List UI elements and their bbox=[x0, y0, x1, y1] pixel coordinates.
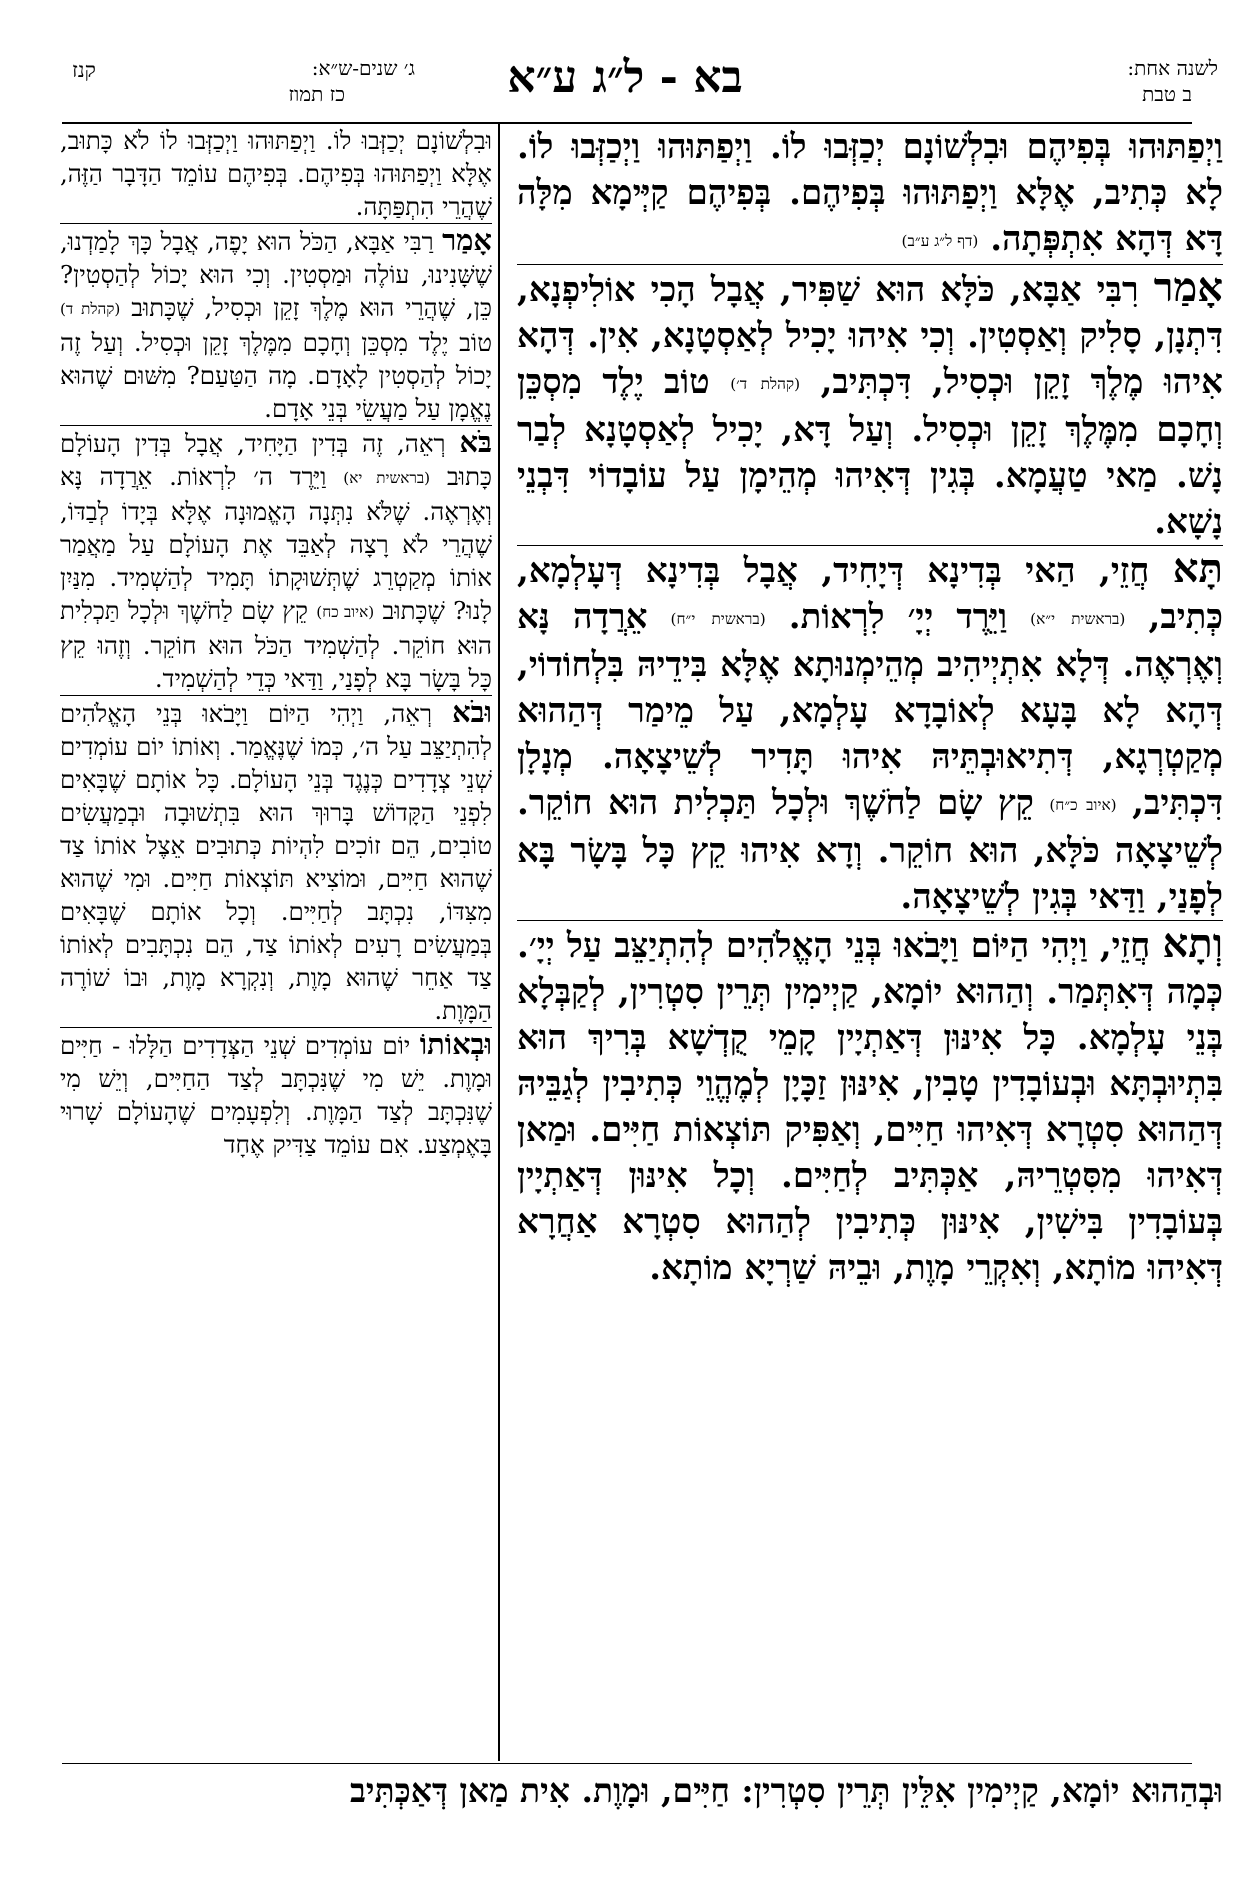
paragraph-lead-word: אָמַר bbox=[1153, 264, 1223, 311]
verse-reference: (בראשית י״ח) bbox=[670, 610, 766, 628]
aramaic-paragraph-2 bbox=[517, 264, 1223, 545]
aramaic-text-4a: חֲזֵי, וַיְהִי הַיּוֹם וַיָּבֹאוּ בְּנֵי הָאֱלֹהִים לְהִתְיַצֵּב עַל יְיָ׳. כְּמָה דְּאִתְּמַר. וְהַהוּא יוֹמָא, קַיְימִין תְּרֵין סִטְרִין, לְקַבְּלָא בְּנֵי עָלְמָא. כָּל אִינּוּן דְּאַתְיָין קָמֵי קֻדְשָׁא בְּרִיךְ הוּא בִּתְיוּבְתָּא וּבְעוֹבָדִין טָבִין, אִינּוּן זַכָּיָן לְמֶהֱוֵי כְּתִיבִין לְגַבֵּיהּ דְּהַהוּא סִטְרָא דְּאִיהוּ חַיִּים, וְאַפִּיק תּוֹצְאוֹת חַיִּים. וּמַאן דְּאִיהוּ מִסִּטְרֵיהּ, אַכְּתִּיב לְחַיִּים. וְכָל אִינּוּן דְּאַתְיָין בְּעוֹבָדִין בִּישִׁין, אִינּוּן כְּתִיבִין לְהַהוּא סִטְרָא אַחֲרָא דְּאִיהוּ מוֹתָא, וְאִקְרֵי מָוֶת, וּבֵיהּ שַׁרְיָא מוֹתָא. bbox=[517, 926, 1223, 1288]
schedule-three-years: ג׳ שנים-ש״א: bbox=[311, 56, 415, 80]
daf-reference: (דף ל״ג ע״ב) bbox=[901, 232, 979, 250]
aramaic-column bbox=[517, 124, 1223, 1291]
hebrew-text-3b: וַיֵּרֶד ה׳ לִרְאוֹת. אֵרֲדָה נָּא וְאֶרְאֶה. שֶׁלֹּא נִתְּנָה הָאֱמוּנָה אֶלָּא בְּיָדוֹ לְבַדּוֹ, שֶׁהֲרֵי לֹא רָצָה לְאַבֵּד אֶת הָעוֹלָם עַל מַאֲמַר אוֹתוֹ מְקַטְרֵג שֶׁתְּשׁוּקָתוֹ תָּמִיד לְהַשְׁמִיד. מִנַּיִן לָנוּ? שֶׁכָּתוּב bbox=[60, 462, 492, 625]
paragraph-lead-word: בֹּא bbox=[459, 425, 492, 459]
verse-reference: (איוב כח) bbox=[316, 603, 375, 621]
header-right bbox=[958, 55, 1218, 125]
hebrew-paragraph-4 bbox=[60, 695, 492, 1027]
hebrew-text-3c: קֵץ שָׂם לַחֹשֶׁךְ וּלְכָל תַּכְלִית הוּא חוֹקֵר. לְהַשְׁמִיד הַכֹּל הוּא חוֹקֵר. וְזֶהוּ קֵץ כָּל בָּשָׂר בָּא לְפָנַי, וַדַּאי כְּדֵי לְהַשְׁמִיד. bbox=[60, 596, 492, 693]
hebrew-paragraph-1 bbox=[60, 124, 492, 223]
aramaic-paragraph-1 bbox=[517, 124, 1223, 264]
paragraph-lead-word: וְתָא bbox=[1162, 920, 1223, 967]
aramaic-text-2b: טוֹב יֶלֶד מִסְכֵּן וְחָכָם מִמֶּלֶךְ זָקֵן וּכְסִיל. וְעַל דָּא, יָכִיל לְאַסְטָנָא לְבַר נָשׁ. מַאי טַעֲמָא. בְּגִין דְּאִיהוּ מְהֵימָן עַל עוֹבָדוֹי דִּבְנֵי נָשָׁא. bbox=[517, 362, 1223, 542]
schedule-three-years-date: כז תמוז bbox=[288, 82, 345, 106]
hebrew-paragraph-5 bbox=[60, 1027, 492, 1161]
hebrew-text-4a: רְאֵה, וַיְהִי הַיּוֹם וַיָּבֹאוּ בְּנֵי הָאֱלֹהִים לְהִתְיַצֵּב עַל ה׳, כְּמוֹ שֶׁנֶּאֱמַר. וְאוֹתוֹ יוֹם עוֹמְדִים שְׁנֵי צְדָדִים כְּנֶגֶד בְּנֵי הָעוֹלָם. כָּל אוֹתָם שֶׁבָּאִים לִפְנֵי הַקָּדוֹשׁ בָּרוּךְ הוּא בִּתְשׁוּבָה וּבְמַעֲשִׂים טוֹבִים, הֵם זוֹכִים לִהְיוֹת כְּתוּבִים אֵצֶל אוֹתוֹ צַד שֶׁהוּא חַיִּים, וּמוֹצִיא תּוֹצְאוֹת חַיִּים. וּמִי שֶׁהוּא מִצִּדּוֹ, נִכְתָּב לְחַיִּים. וְכָל אוֹתָם שֶׁבָּאִים בְּמַעֲשִׂים רָעִים לְאוֹתוֹ צַד, הֵם נִכְתָּבִים לְאוֹתוֹ צַד אַחֵר שֶׁהוּא מָוֶת, וְנִקְרָא מָוֶת, וּבוֹ שׁוֹרֶה הַמָּוֶת. bbox=[60, 699, 492, 1025]
page-number: קנז bbox=[72, 58, 96, 82]
column-divider bbox=[498, 124, 500, 1761]
hebrew-column bbox=[60, 124, 492, 1161]
paragraph-lead-word: אָמַר bbox=[442, 223, 492, 257]
verse-reference: (בראשית י״א) bbox=[1030, 610, 1126, 628]
hebrew-text-1: וּבִלְשׁוֹנָם יְכַזְּבוּ לוֹ. וַיְפַתּוּהוּ וַיְכַזְּבוּ לוֹ לֹא כָּתוּב, אֶלָּא וַיְפַתּוּהוּ בְּפִיהֶם. בְּפִיהֶם עוֹמֵד הַדָּבָר הַזֶּה, שֶׁהֲרֵי הִתְפַּתָּה. bbox=[60, 126, 492, 221]
header-left bbox=[145, 55, 415, 125]
verse-reference: (בראשית יא) bbox=[343, 469, 431, 487]
schedule-one-year: לשנה אחת: bbox=[1127, 56, 1218, 80]
hebrew-text-2b: טוֹב יֶלֶד מִסְכֵּן וְחָכָם מִמֶּלֶךְ זָקֵן וּכְסִיל. וְעַל זֶה יָכוֹל לְהַסְטִין לָאָדָם. מָה הַטַּעַם? מִשּׁוּם שֶׁהוּא נֶאֱמָן עַל מַעֲשֵׂי בְּנֵי אָדָם. bbox=[60, 328, 492, 423]
hebrew-text-2a: רַבִּי אַבָּא, הַכֹּל הוּא יָפֶה, אֲבָל כָּךְ לָמַדְנוּ, שֶׁשָּׁנִינוּ, עוֹלֶה וּמַסְטִין. וְכִי הוּא יָכוֹל לְהַסְטִין? כֵּן, שֶׁהֲרֵי הוּא מֶלֶךְ זָקֵן וּכְסִיל, שֶׁכָּתוּב bbox=[60, 227, 492, 322]
paragraph-lead-word: וּבְאוֹתוֹ bbox=[419, 1027, 492, 1061]
aramaic-text-2a: רִבִּי אַבָּא, כֹּלָּא הוּא שַׁפִּיר, אֲבָל הָכִי אוֹלִיפְנָא, דִּתְנָן, סָלִיק וְאַסְטִין. וְכִי אִיהוּ יָכִיל לְאַסְטָנָא, אִין. דְּהָא אִיהוּ מֶלֶךְ זָקֵן וּכְסִיל, דִּכְתִּיב, bbox=[517, 270, 1223, 402]
continuation-line: וּבְהַהוּא יוֹמָא, קַיְימִין אִלֵּין תְּרֵין סִטְרִין: חַיִּים, וּמָוֶת. אִית מַאן דְּאַכְּתִּיב bbox=[350, 1771, 1223, 1810]
paragraph-lead-word: וּבֹא bbox=[452, 695, 492, 729]
aramaic-text-3c: אֵרֲדָה נָּא וְאֶרְאֶה. דְּלָא אִתְיְיהִיב מְהֵימְנוּתָא אֶלָּא בִּידֵיהּ בִּלְחוֹדוֹי, דְּהָא לָא בָּעָא לְאוֹבָדָא עָלְמָא, עַל מֵימַר דְּהַהוּא מְקַטְרְגָא, דְּתִיאוּבְתֵּיהּ אִיהוּ תָּדִיר לְשֵׁיצָאָה. מְנָלָן דִּכְתִּיב, bbox=[517, 597, 1224, 823]
hebrew-text-5a: יוֹם עוֹמְדִים שְׁנֵי הַצְּדָדִים הַלָּלוּ - חַיִּים וּמָוֶת. יֵשׁ מִי שֶׁנִּכְתָּב לְצַד הַחַיִּים, וְיֵשׁ מִי שֶׁנִּכְתָּב לְצַד הַמָּוֶת. וְלִפְעָמִים שֶׁהָעוֹלָם שָׁרוּי בָּאֶמְצַע. אִם עוֹמֵד צַדִּיק אֶחָד bbox=[60, 1031, 492, 1159]
verse-reference: (קהלת ד׳) bbox=[730, 375, 801, 393]
aramaic-paragraph-3 bbox=[517, 545, 1223, 920]
hebrew-paragraph-3 bbox=[60, 425, 492, 695]
verse-reference: (קהלת ד) bbox=[60, 300, 121, 318]
hebrew-paragraph-2 bbox=[60, 223, 492, 425]
aramaic-paragraph-4 bbox=[517, 920, 1223, 1291]
aramaic-text-3b: וַיֵּרֶד יְיָ׳ לִרְאוֹת. bbox=[765, 597, 1031, 637]
aramaic-text-3a: חֲזֵי, הַאי בְּדִינָא דְּיָחִיד, אֲבָל בְּדִינָא דְּעָלְמָא, כְּתִיב, bbox=[517, 551, 1223, 637]
footer-rule bbox=[62, 1763, 1192, 1764]
aramaic-text-1: וַיְפַתּוּהוּ בְּפִיהֶם וּבִלְשׁוֹנָם יְכַזְּבוּ לוֹ. וַיְפַתּוּהוּ וַיְכַזְּבוּ לוֹ. לָא כְּתִיב, אֶלָּא וַיְפַתּוּהוּ בְּפִיהֶם. בְּפִיהֶם קַיְּימָא מִלָּה דָּא דְּהָא אִתְפְּתָה. bbox=[517, 127, 1223, 259]
aramaic-text-3d: קֵץ שָׂם לַחֹשֶׁךְ וּלְכָל תַּכְלִית הוּא חוֹקֵר. לְשֵׁיצָאָה כֹּלָּא, הוּא חוֹקֵר. וְדָא אִיהוּ קֵץ כָּל בָּשָׂר בָּא לְפָנַי, וַדַּאי בְּגִין לְשֵׁיצָאָה. bbox=[517, 783, 1223, 917]
page-title: בא - ל״ג ע״א bbox=[507, 52, 743, 103]
verse-reference: (איוב כ״ח) bbox=[1049, 796, 1117, 814]
schedule-one-year-date: ב טבת bbox=[1142, 82, 1192, 106]
hebrew-text-3a: רְאֵה, זֶה בְּדִין הַיָּחִיד, אֲבָל בְּדִין הָעוֹלָם כָּתוּב bbox=[60, 429, 492, 491]
paragraph-lead-word: תָּא bbox=[1172, 545, 1223, 592]
